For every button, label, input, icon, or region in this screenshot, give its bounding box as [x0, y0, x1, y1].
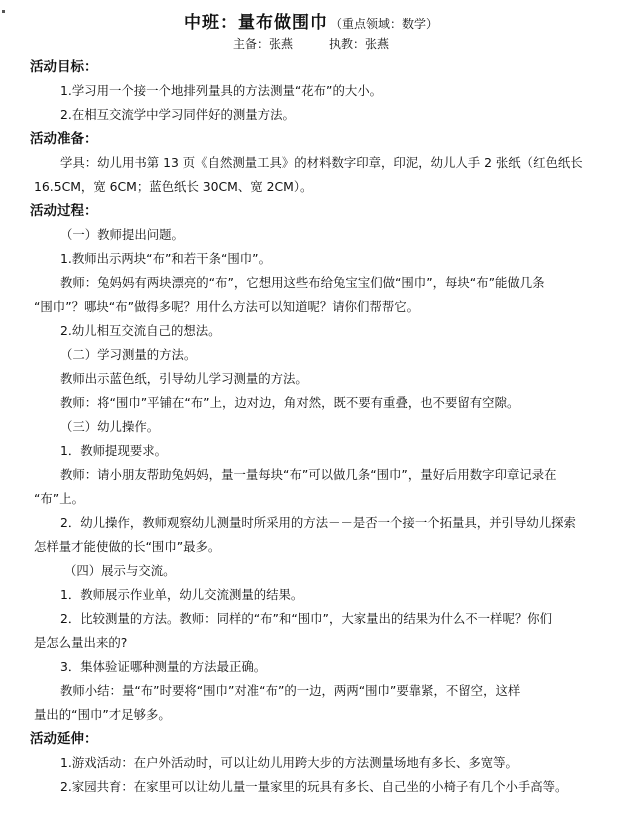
paragraph-line: 1.教师出示两块“布”和若干条“围巾”。 — [60, 251, 271, 266]
author-line — [0, 35, 622, 52]
title-subject-area: （重点领域：数学） — [329, 17, 438, 31]
paragraph-line: 3．集体验证哪种测量的方法最正确。 — [60, 659, 267, 674]
paragraph-line: （四）展示与交流。 — [64, 563, 176, 578]
paragraph-line: （一）教师提出问题。 — [60, 227, 184, 242]
document-title — [0, 8, 622, 33]
paragraph-line: 1．教师提现要求。 — [60, 443, 168, 458]
paragraph-line: “围巾”？哪块“布”做得多呢？用什么方法可以知道呢？请你们帮帮它。 — [34, 299, 420, 314]
paragraph-line: 2.在相互交流学中学习同伴好的测量方法。 — [60, 107, 295, 122]
paragraph-line: 教师：将“围巾”平铺在“布”上，边对边，角对然，既不要有重叠，也不要留有空隙。 — [60, 395, 520, 410]
paragraph-line: 教师小结：量“布”时要将“围巾”对准“布”的一边，两两“围巾”要靠紧，不留空，这样 — [60, 683, 521, 698]
paragraph-line: 1.学习用一个接一个地排列量具的方法测量“花布”的大小。 — [60, 83, 383, 98]
section-heading: 活动过程： — [30, 203, 98, 219]
paragraph-line: 16.5CM，宽 6CM；蓝色纸长 30CM、宽 2CM）。 — [34, 179, 313, 194]
paragraph-line: 量出的“围巾”才足够多。 — [34, 707, 171, 722]
title-main: 中班：量布做围巾 — [183, 13, 328, 33]
paragraph-line: 2．比较测量的方法。教师：同样的“布”和“围巾”，大家量出的结果为什么不一样呢？你们 — [60, 611, 553, 626]
paragraph-line: 教师：兔妈妈有两块漂亮的“布”，它想用这些布给兔宝宝们做“围巾”，每块“布”能做几条 — [60, 275, 545, 290]
section-heading: 活动准备： — [30, 131, 98, 147]
paragraph-line: 教师：请小朋友帮助兔妈妈，量一量每块“布”可以做几条“围巾”，量好后用数字印章记录在 — [60, 467, 557, 482]
paragraph-line: “布”上。 — [34, 491, 85, 506]
paragraph-line: 1．教师展示作业单，幼儿交流测量的结果。 — [60, 587, 304, 602]
paragraph-line: 学具：幼儿用书第 13 页《自然测量工具》的材料数字印章，印泥，幼儿人手 2 张纸（红色纸长 — [60, 155, 583, 170]
paragraph-line: 教师出示蓝色纸，引导幼儿学习测量的方法。 — [60, 371, 308, 386]
paragraph-line: 2．幼儿操作，教师观察幼儿测量时所采用的方法－－是否一个接一个拓量具，并引导幼儿探索 — [60, 515, 576, 530]
paragraph-line: 2.家园共育：在家里可以让幼儿量一量家里的玩具有多长、自己坐的小椅子有几个小手高等。 — [60, 779, 568, 794]
section-heading: 活动延伸： — [30, 731, 98, 747]
paragraph-line: （二）学习测量的方法。 — [60, 347, 197, 362]
lead-preparer: 主备：张燕 — [232, 37, 293, 51]
paragraph-line: 是怎么量出来的? — [34, 635, 128, 650]
teaching-teacher: 执教：张燕 — [329, 37, 390, 51]
paragraph-line: 怎样量才能使做的长“围巾”最多。 — [34, 539, 221, 554]
paragraph-line: （三）幼儿操作。 — [60, 419, 160, 434]
section-heading: 活动目标： — [30, 59, 98, 75]
paragraph-line: 2.幼儿相互交流自己的想法。 — [60, 323, 221, 338]
paragraph-line: 1.游戏活动：在户外活动时，可以让幼儿用跨大步的方法测量场地有多长、多宽等。 — [60, 755, 518, 770]
